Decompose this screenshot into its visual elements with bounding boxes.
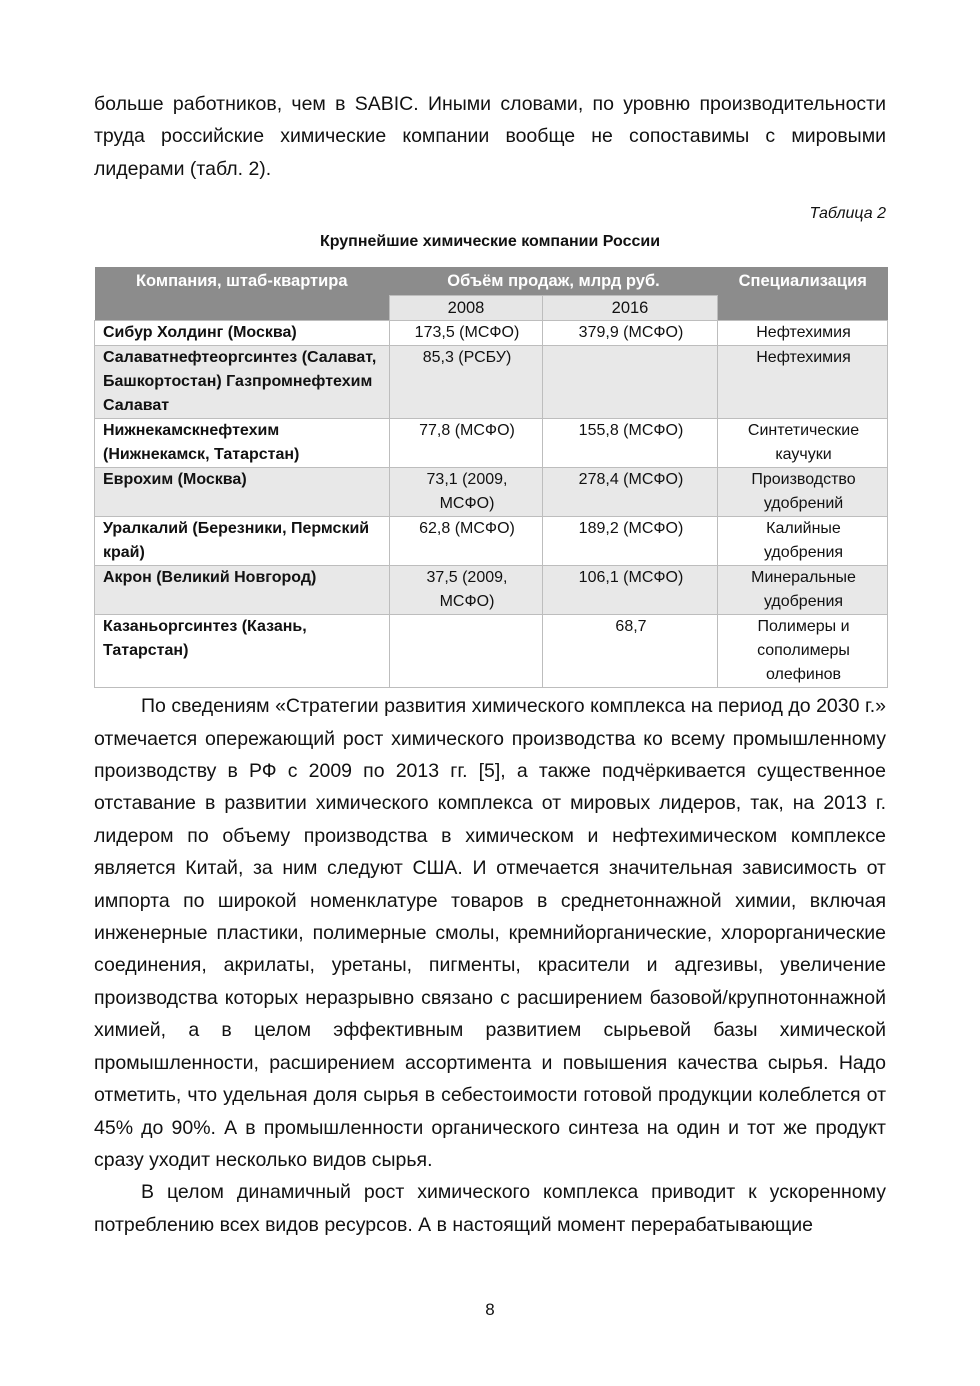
header-specialization: Специализация bbox=[718, 267, 888, 321]
body-paragraph: По сведениям «Стратегии развития химического комплекса на период до 2030 г.» отмечается опережающий рост химического производства ко всему промышленному производству в РФ с 2009 по 2013 гг. [5], а также подчёркивается существенное отставание в развитии химического комплекса от мировых лидеров, так, на 2013 г. лидером по объему производства в химическом и нефтехимическом комплексе является Китай, за ним следуют США. И отмечается значительная зависимость от импорта по широкой номенклатуре товаров в среднетоннажной химии, включая инженерные пластики, полимерные смолы, кремнийорганические, хлорорганические соединения, акрилаты, уретаны, пигменты, красители и адгезивы, увеличение производства которых неразрывно связано с расширением базовой/крупнотоннажной химией, а в целом эффективным развитием сырьевой базы химической промышленности, расширением ассортимента и повышения качества сырья. Надо отметить, что удельная доля сырья в себестоимости готовой продукции колеблется от 45% до 90%. А в промышленности органического синтеза на один и тот же продукт сразу уходит несколько видов сырья. bbox=[94, 695, 886, 1171]
table-label: Таблица 2 bbox=[809, 205, 886, 223]
sales-2016-cell: 189,2 (МСФО) bbox=[543, 517, 718, 566]
specialization-cell: Нефтехимия bbox=[718, 346, 888, 419]
intro-paragraph: больше работников, чем в SABIC. Иными словами, по уровню производительности труда российские химические компании вообще не сопоставимы с мировыми лидерами (табл. 2). bbox=[94, 93, 886, 180]
companies-table bbox=[94, 267, 888, 688]
page-number: 8 bbox=[485, 1300, 495, 1319]
header-year-2008: 2008 bbox=[390, 296, 543, 321]
header-year-2016: 2016 bbox=[543, 296, 718, 321]
company-cell: Уралкалий (Березники, Пермский край) bbox=[95, 517, 390, 566]
sales-2008-cell: 85,3 (РСБУ) bbox=[390, 346, 543, 419]
table-row bbox=[95, 517, 888, 566]
table-row bbox=[95, 468, 888, 517]
sales-2016-cell: 68,7 bbox=[543, 615, 718, 688]
sales-2016-cell: 278,4 (МСФО) bbox=[543, 468, 718, 517]
specialization-cell: Производство удобрений bbox=[718, 468, 888, 517]
specialization-cell: Синтетические каучуки bbox=[718, 419, 888, 468]
table-row bbox=[95, 566, 888, 615]
table-title: Крупнейшие химические компании России bbox=[319, 233, 661, 251]
sales-2016-cell: 106,1 (МСФО) bbox=[543, 566, 718, 615]
table-row bbox=[95, 346, 888, 419]
sales-2016-cell: 155,8 (МСФО) bbox=[543, 419, 718, 468]
company-cell: Казаньоргсинтез (Казань, Татарстан) bbox=[95, 615, 390, 688]
sales-2016-cell: 379,9 (МСФО) bbox=[543, 321, 718, 346]
sales-2008-cell: 173,5 (МСФО) bbox=[390, 321, 543, 346]
header-sales: Объём продаж, млрд руб. bbox=[390, 267, 718, 296]
specialization-cell: Минеральные удобрения bbox=[718, 566, 888, 615]
company-cell: Нижнекамскнефтехим (Нижнекамск, Татарстан) bbox=[95, 419, 390, 468]
table-row bbox=[95, 419, 888, 468]
sales-2008-cell bbox=[390, 615, 543, 688]
specialization-cell: Нефтехимия bbox=[718, 321, 888, 346]
table-header-row bbox=[95, 267, 888, 296]
sales-2016-cell bbox=[543, 346, 718, 419]
company-cell: Сибур Холдинг (Москва) bbox=[95, 321, 390, 346]
header-company: Компания, штаб-квартира bbox=[95, 267, 390, 321]
sales-2008-cell: 73,1 (2009, МСФО) bbox=[390, 468, 543, 517]
sales-2008-cell: 37,5 (2009, МСФО) bbox=[390, 566, 543, 615]
document-page bbox=[94, 88, 886, 1241]
table-row bbox=[95, 615, 888, 688]
body-paragraph: В целом динамичный рост химического комплекса приводит к ускоренному потреблению всех видов ресурсов. А в настоящий момент перерабатывающие bbox=[94, 1181, 886, 1236]
specialization-cell: Калийные удобрения bbox=[718, 517, 888, 566]
table-row bbox=[95, 321, 888, 346]
sales-2008-cell: 77,8 (МСФО) bbox=[390, 419, 543, 468]
company-cell: Акрон (Великий Новгород) bbox=[95, 566, 390, 615]
specialization-cell: Полимеры и сополимеры олефинов bbox=[718, 615, 888, 688]
company-cell: Еврохим (Москва) bbox=[95, 468, 390, 517]
sales-2008-cell: 62,8 (МСФО) bbox=[390, 517, 543, 566]
company-cell: Салаватнефтеоргсинтез (Салават, Башкортостан) Газпромнефтехим Салават bbox=[95, 346, 390, 419]
